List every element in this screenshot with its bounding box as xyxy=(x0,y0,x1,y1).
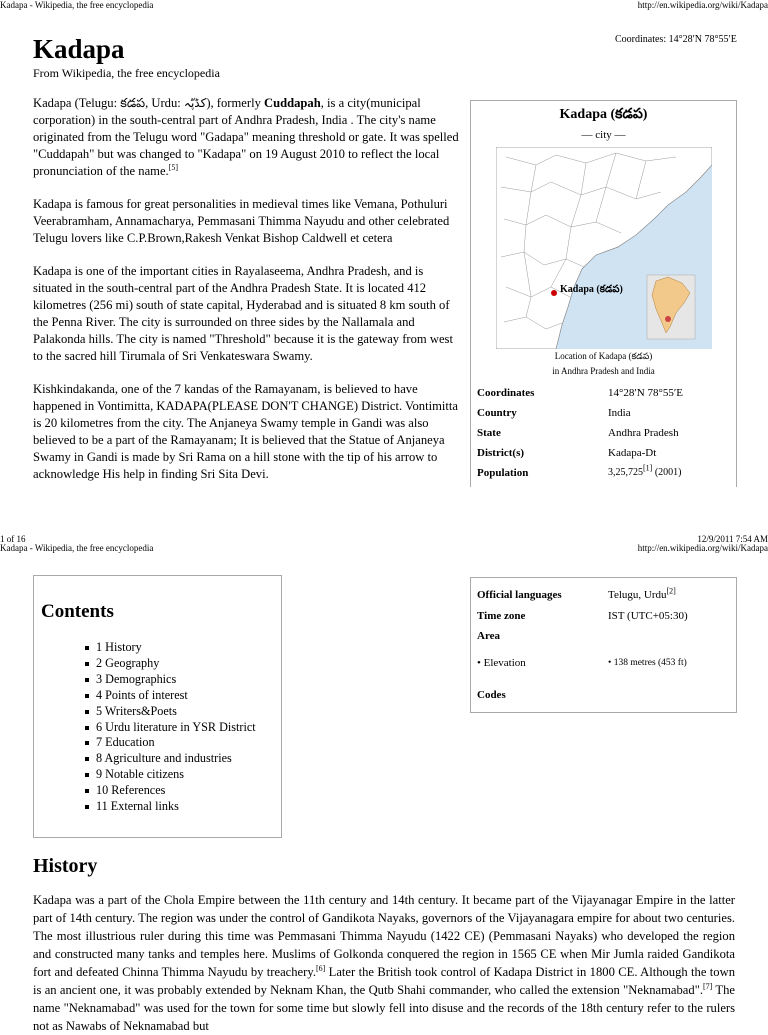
row-value xyxy=(608,585,676,605)
row-label: Country xyxy=(477,407,517,419)
infobox-row-codes xyxy=(477,685,732,705)
infobox-row-district xyxy=(477,443,732,463)
toc-item-label: 11 External links xyxy=(96,799,179,814)
toc-item-writers-poets[interactable] xyxy=(96,704,256,720)
paragraph-geography: Kadapa is one of the important cities in Rayalaseema, Andhra Pradesh, and is situated in the south-central part of the Andhra Pradesh State. It is located 412 kilometres (256 mi) south of state capital, Hyderabad and is situated 8 km south of the Penna River. The city is surrounded on three sides by the Nallamala and Palakonda hills. The city is named "Threshold" because it is the gateway from west to the sacred hill Tirumala of Sri Venkateswara Swamy. xyxy=(33,264,453,363)
bullet-icon xyxy=(85,646,89,650)
bullet-icon xyxy=(85,805,89,809)
toc-item-label: 10 References xyxy=(96,783,166,798)
paragraph-personalities: Kadapa is famous for great personalities in medieval times like Vemana, Pothuluri Veerabramham, Annamacharya, Pemmasani Thimma Nayudu and other celebrated Telugu lovers like C.P.Brown,Rakesh Venkat Bishop Caldwell et cetera xyxy=(33,197,450,245)
toc-item-external-links[interactable] xyxy=(96,799,256,815)
bullet-icon xyxy=(85,710,89,714)
map-caption xyxy=(471,349,736,379)
print-footer-date: 12/9/2011 7:54 AM xyxy=(697,534,768,544)
toc-item-label: 7 Education xyxy=(96,735,155,750)
ref-link[interactable]: [7] xyxy=(702,981,713,991)
location-map[interactable] xyxy=(496,147,712,349)
toc-title: Contents xyxy=(41,601,114,622)
toc-item-label: 6 Urdu literature in YSR District xyxy=(96,719,256,734)
row-label: Population xyxy=(477,467,529,479)
languages-value[interactable]: Telugu, Urdu xyxy=(608,589,667,601)
intro-paragraph xyxy=(33,95,460,180)
row-value[interactable]: 14°28′N 78°55′E xyxy=(608,387,684,399)
print-footer-page: 1 of 16 xyxy=(0,534,26,544)
intro-text-b: ), formerly xyxy=(206,96,265,110)
toc-item-urdu-literature[interactable] xyxy=(96,720,256,736)
history-text-b: Later the British took control of Kadapa District in 1800 CE. Although the town is an ancient one, it was probably extended by Neknam Khan, the Qutb Shahi commander, who called the extension "Neknamabad". xyxy=(33,965,735,997)
table-of-contents xyxy=(33,575,282,838)
bullet-icon xyxy=(85,789,89,793)
bullet-icon xyxy=(85,726,89,730)
infobox-continued xyxy=(470,577,737,713)
toc-item-demographics[interactable] xyxy=(96,672,256,688)
row-value[interactable]: IST (UTC+05:30) xyxy=(608,610,688,622)
toc-item-label: 3 Demographics xyxy=(96,671,177,686)
infobox-row-country xyxy=(477,403,732,423)
toc-item-label: 9 Notable citizens xyxy=(96,767,184,782)
toc-item-points-of-interest[interactable] xyxy=(96,688,256,704)
row-value: • 138 metres (453 ft) xyxy=(608,658,687,668)
infobox-row-elevation xyxy=(477,653,732,673)
row-value[interactable]: Kadapa-Dt xyxy=(608,447,657,459)
population-year: (2001) xyxy=(652,467,682,478)
intro-urdu: کڈپّہ xyxy=(183,96,207,110)
infobox-row-state xyxy=(477,423,732,443)
row-value[interactable]: India xyxy=(608,407,631,419)
city-marker xyxy=(551,290,557,296)
toc-item-references[interactable] xyxy=(96,783,256,799)
map-caption-line1: Location of Kadapa (కడప) xyxy=(554,351,653,361)
toc-item-agriculture[interactable] xyxy=(96,751,256,767)
history-text-a: Kadapa was a part of the Chola Empire between the 11th century and 14th century. It became part of the Vijayanagar Empire in the latter part of 14th century. The region was under the control of Gandikota Nayaks, governors of the Vijayanagara empire for about two centuries. The most illustrious ruler during this time was Pemmasani Thimma Nayudu (1422 CE) (Pemmasani Nayaks) who developed the region and constructed many tanks and temples here. Muslims of Golkonda conquered the region in 1565 CE when Mir Jumla raided Gandikota fort and defeated Chinna Thimma Nayudu by treachery. xyxy=(33,893,735,979)
row-label: State xyxy=(477,427,501,439)
toc-item-geography[interactable] xyxy=(96,656,256,672)
row-label: Coordinates xyxy=(477,387,535,399)
bullet-icon xyxy=(85,662,89,666)
toc-item-history[interactable] xyxy=(96,640,256,656)
ref-link[interactable]: [5] xyxy=(168,162,179,172)
infobox-subtitle: — city — xyxy=(581,129,626,141)
coordinates-header[interactable]: Coordinates: 14°28′N 78°55′E xyxy=(615,34,737,45)
history-paragraph xyxy=(33,891,735,1035)
paragraph-ramayanam: Kishkindakanda, one of the 7 kandas of the Ramayanam, is believed to have happened in Vontimitta, KADAPA(PLEASE DON'T CHANGE) District. Vontimitta is 20 kilometres from the city. The Anjaneya Swamy temple in Gandi was also believed to be a part of the Ramayanam; It is believed that the Statue of Anjaneya Swamy in Gandi is made by Sri Rama on a hill stone with the tip of his arrow to acknowledge His help in finding Sri Sita Devi. xyxy=(33,382,458,481)
row-value xyxy=(608,463,682,483)
ref-link[interactable]: [1] xyxy=(643,463,653,473)
toc-item-label: 5 Writers&Poets xyxy=(96,703,177,718)
print-header-url[interactable]: http://en.wikipedia.org/wiki/Kadapa xyxy=(637,543,768,553)
india-inset-map xyxy=(647,275,695,339)
toc-item-notable-citizens[interactable] xyxy=(96,767,256,783)
toc-item-education[interactable] xyxy=(96,735,256,751)
infobox-row-official-languages xyxy=(477,585,732,605)
history-text-c: The name "Neknamabad" was used for the town for some time but slowly fell into disuse and the records of the 18th century refer to the rulers not as Nawabs of Neknamabad but xyxy=(33,983,735,1033)
row-label: Area xyxy=(477,630,501,642)
infobox-row-population xyxy=(477,463,732,483)
bullet-icon xyxy=(85,773,89,777)
infobox xyxy=(470,100,737,487)
print-header-title: Kadapa - Wikipedia, the free encyclopedia xyxy=(0,0,154,10)
row-label: Codes xyxy=(477,689,506,701)
row-label: District(s) xyxy=(477,447,525,459)
population-value: 3,25,725 xyxy=(608,467,643,478)
infobox-row-coordinates xyxy=(477,383,732,403)
section-heading-history: History xyxy=(33,855,98,877)
print-header-url[interactable]: http://en.wikipedia.org/wiki/Kadapa xyxy=(637,0,768,10)
row-label: • Elevation xyxy=(477,657,526,669)
infobox-title: Kadapa (కడప) xyxy=(559,107,648,122)
ref-link[interactable]: [6] xyxy=(315,963,326,973)
row-label: Time zone xyxy=(477,610,526,622)
toc-item-label: 4 Points of interest xyxy=(96,687,188,702)
row-label: Official languages xyxy=(477,589,562,601)
map-caption-line2: in Andhra Pradesh and India xyxy=(552,366,655,376)
intro-text-a: Kadapa (Telugu: కడప, Urdu: xyxy=(33,96,184,110)
bullet-icon xyxy=(85,757,89,761)
page-title: Kadapa xyxy=(33,34,125,64)
infobox-row-time-zone xyxy=(477,606,732,626)
infobox-row-area xyxy=(477,626,732,646)
toc-item-label: 1 History xyxy=(96,640,142,654)
print-header-title: Kadapa - Wikipedia, the free encyclopedia xyxy=(0,543,154,553)
intro-text-c: , is a city(municipal corporation) in the south-central part of Andhra Pradesh, India . The city's name originated from the Telugu word "Gadapa" meaning threshold or gate. It was spelled "Cuddapah" but was changed to "Kadapa" on 19 August 2010 to reflect the local pronunciation of the name. xyxy=(33,96,459,178)
toc-item-label: 8 Agriculture and industries xyxy=(96,751,232,766)
row-value[interactable]: Andhra Pradesh xyxy=(608,427,679,439)
toc-list xyxy=(96,640,256,815)
bullet-icon xyxy=(85,678,89,682)
bullet-icon xyxy=(85,694,89,698)
map-city-label: Kadapa (కడప) xyxy=(560,284,623,295)
page-tagline: From Wikipedia, the free encyclopedia xyxy=(33,66,220,80)
toc-item-label: 2 Geography xyxy=(96,655,160,670)
bullet-icon xyxy=(85,741,89,745)
intro-former-name: Cuddapah xyxy=(264,96,321,110)
article-body-page1 xyxy=(33,95,460,499)
ref-link[interactable]: [2] xyxy=(666,586,676,596)
